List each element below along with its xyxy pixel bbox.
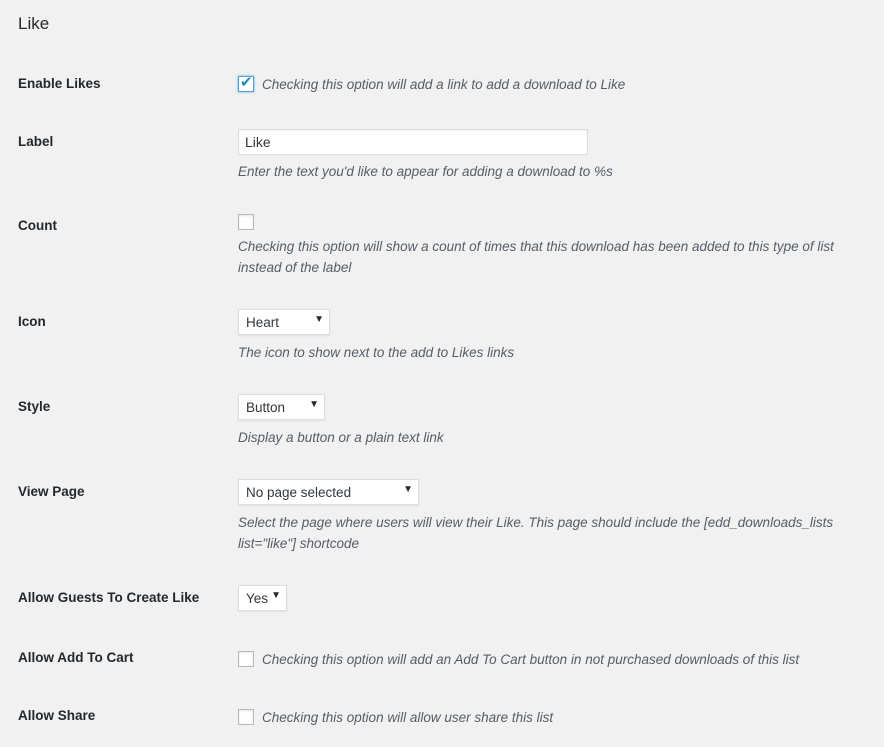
enable-likes-description: Checking this option will add a link to add a download to Like (262, 77, 626, 92)
allow-share-checkbox[interactable] (238, 709, 254, 725)
triangle-down-icon: ▼ (271, 590, 281, 601)
count-description-line-1: Checking this option will show a count of times that this download has been added to this type of list (238, 239, 834, 254)
label-label: Label (18, 134, 54, 149)
label-description: Enter the text you'd like to appear for adding a download to %s (238, 164, 613, 179)
allow-add-to-cart-label: Allow Add To Cart (18, 650, 134, 665)
section-title: Like (18, 14, 50, 33)
style-select-value: Button (246, 400, 286, 415)
allow-guests-label: Allow Guests To Create Like (18, 590, 200, 605)
style-label: Style (18, 399, 51, 414)
allow-share-label: Allow Share (18, 708, 96, 723)
enable-likes-label: Enable Likes (18, 76, 101, 91)
view-page-label: View Page (18, 484, 85, 499)
view-page-description-line-1: Select the page where users will view their Like. This page should include the [edd_downloads_lists (238, 515, 834, 530)
view-page-select-value: No page selected (246, 485, 352, 500)
triangle-down-icon: ▼ (314, 314, 324, 325)
icon-description: The icon to show next to the add to Likes links (238, 345, 515, 360)
count-label: Count (18, 218, 57, 233)
enable-likes-checkbox[interactable] (238, 76, 254, 92)
icon-select[interactable] (238, 309, 330, 335)
allow-add-to-cart-description: Checking this option will add an Add To Cart button in not purchased downloads of this list (262, 652, 800, 667)
check-icon: ✔ (240, 74, 253, 91)
count-checkbox[interactable] (238, 214, 254, 230)
label-input[interactable]: Like (238, 129, 588, 155)
allow-guests-select[interactable] (238, 585, 287, 611)
allow-share-description: Checking this option will allow user share this list (262, 710, 554, 725)
triangle-down-icon: ▼ (309, 399, 319, 410)
count-description-line-2: instead of the label (238, 260, 352, 275)
icon-label: Icon (18, 314, 46, 329)
icon-select-value: Heart (246, 315, 280, 330)
view-page-select[interactable] (238, 479, 419, 505)
allow-guests-select-value: Yes (246, 591, 269, 606)
triangle-down-icon: ▼ (403, 484, 413, 495)
allow-add-to-cart-checkbox[interactable] (238, 651, 254, 667)
view-page-description-line-2: list="like"] shortcode (238, 536, 360, 551)
style-select[interactable] (238, 394, 325, 420)
style-description: Display a button or a plain text link (238, 430, 444, 445)
